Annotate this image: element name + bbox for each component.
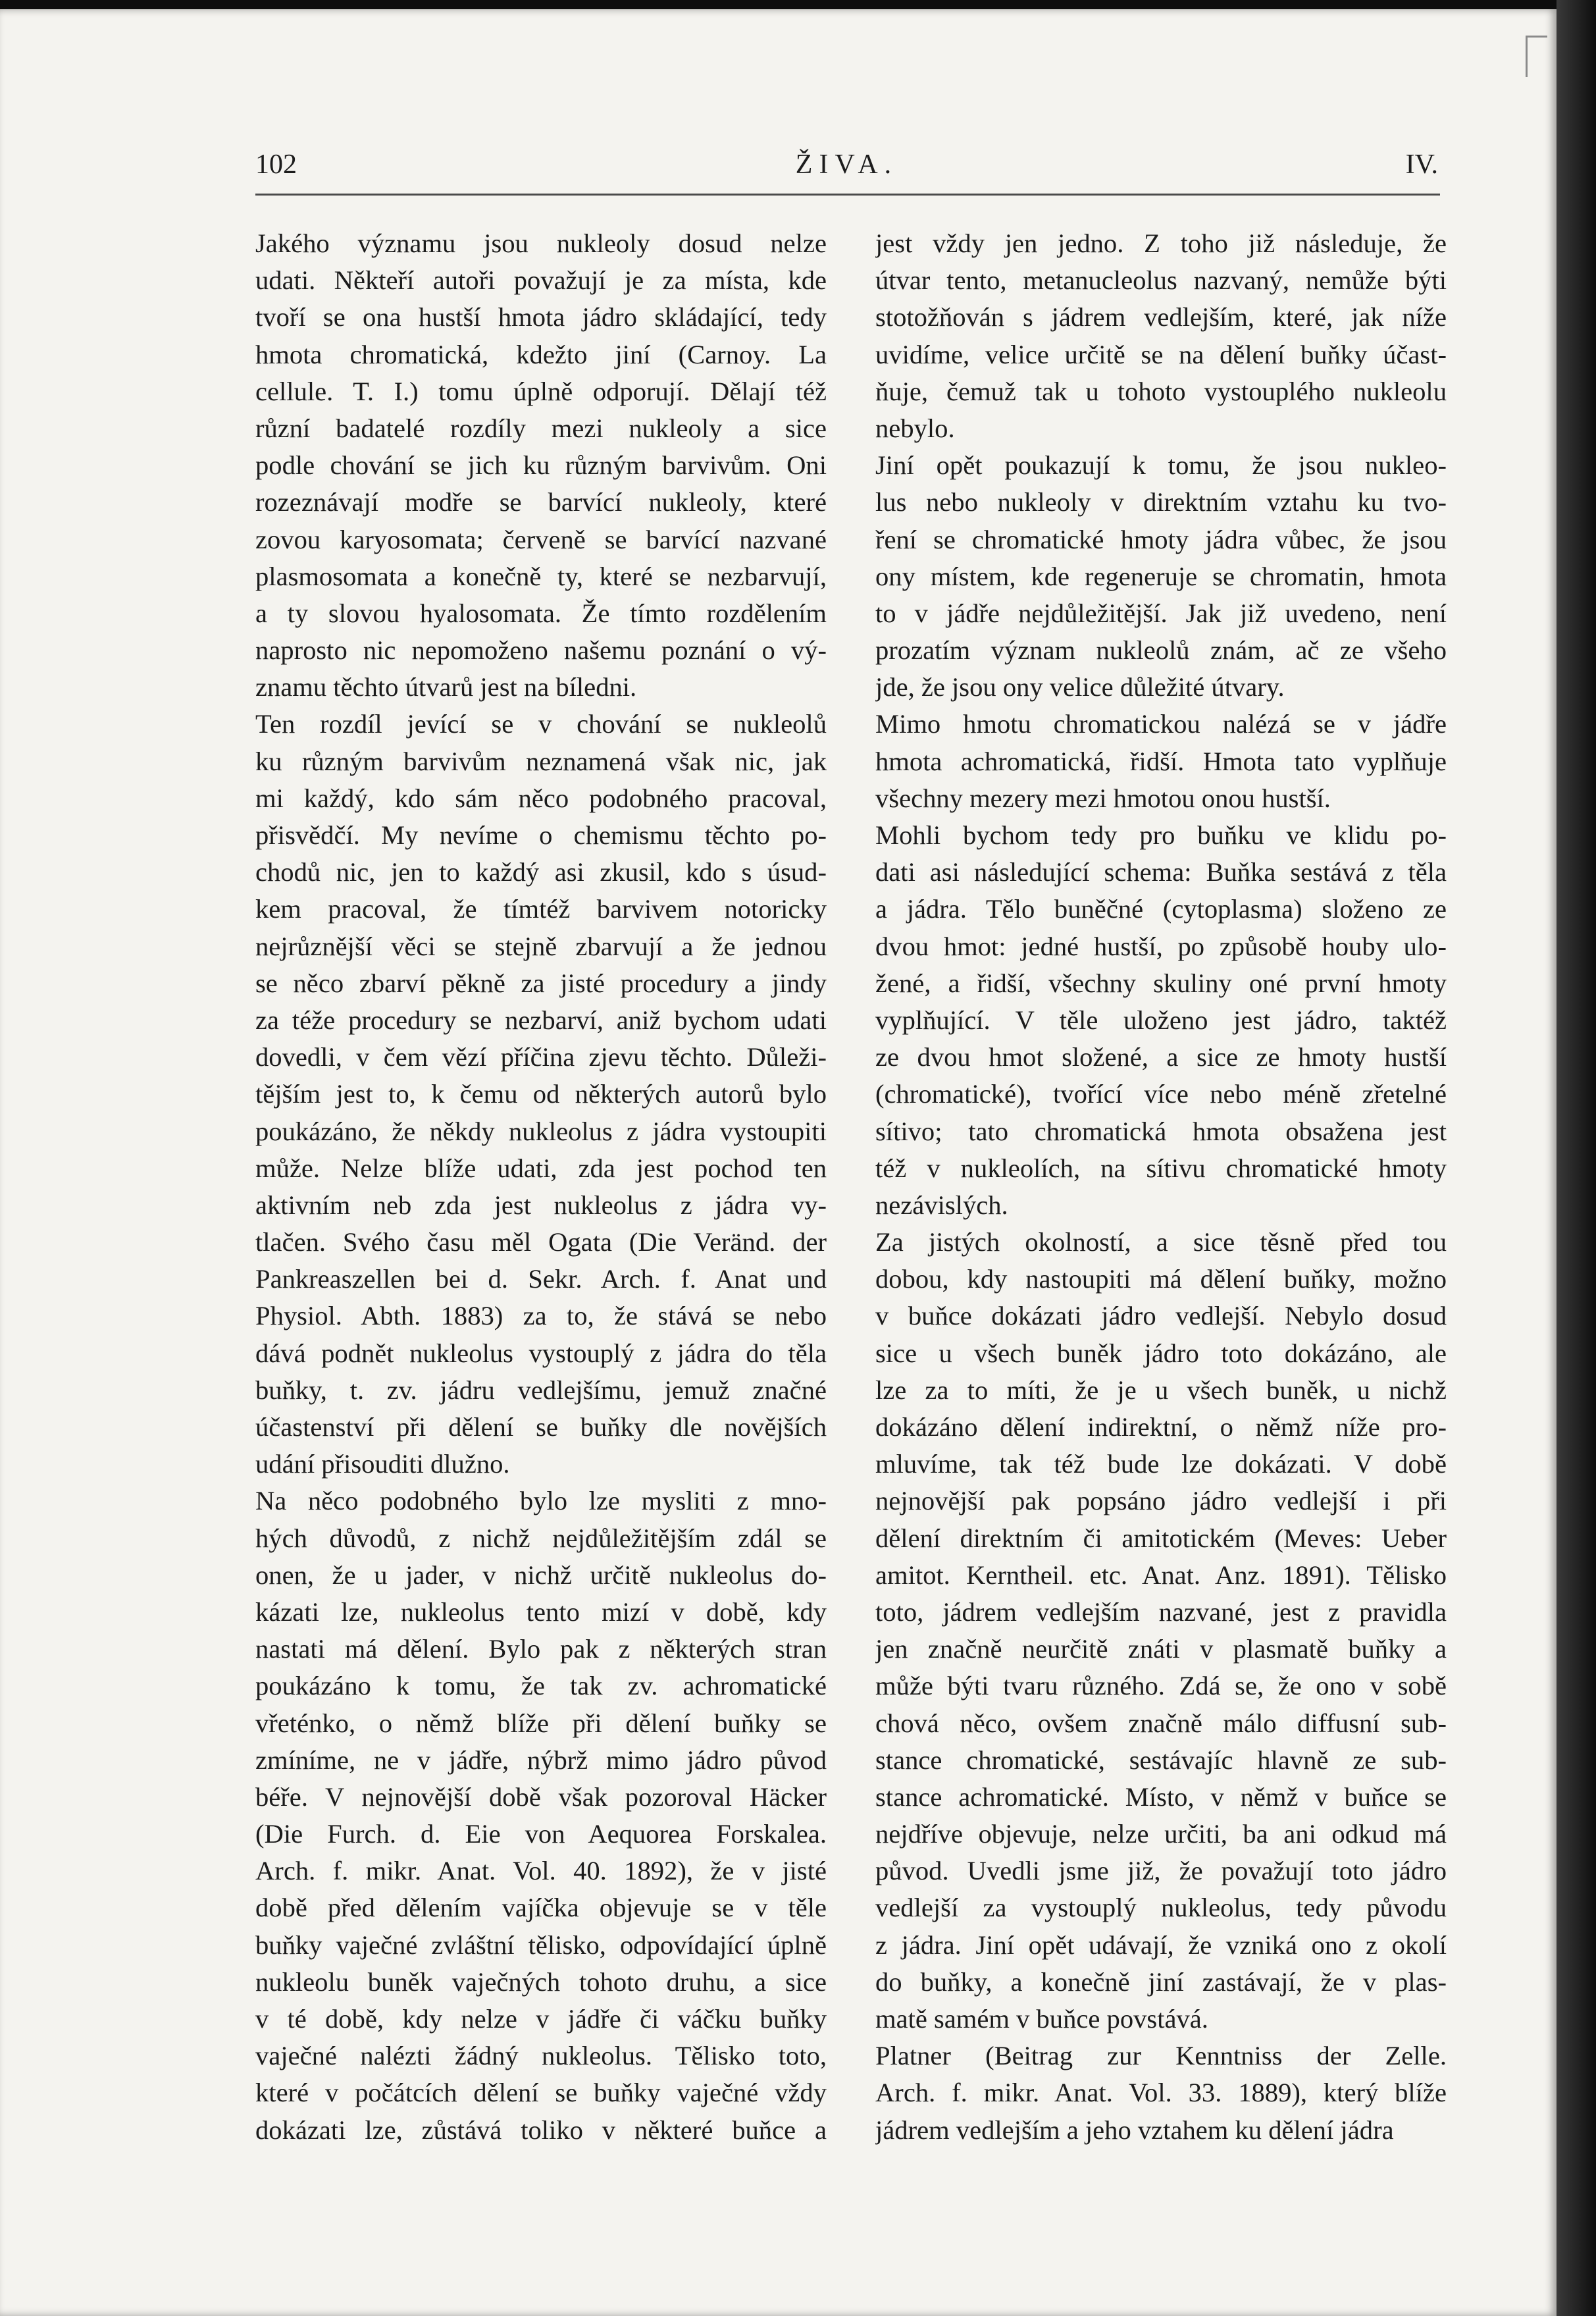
- text-line: a ty slovou hyalosomata. Že tímto rozdělením: [255, 598, 827, 628]
- text-line: zovou karyosomata; červeně se barvící nazvané: [255, 524, 827, 554]
- text-line: ze dvou hmot složené, a sice ze hmoty hustší: [875, 1042, 1447, 1072]
- text-line: též v nukleolích, na sítivu chromatické hmoty: [875, 1153, 1447, 1183]
- text-line: jde, že jsou ony velice důležité útvary.: [875, 672, 1285, 702]
- text-line: dělení direktním či amitotickém (Meves: Ueber: [875, 1523, 1447, 1553]
- text-line: z jádra. Jiní opět udávají, že vzniká ono z okolí: [875, 1930, 1447, 1960]
- text-line: nejrůznější věci se stejně zbarvují a že jednou: [255, 931, 827, 961]
- text-line: sítivo; tato chromatická hmota obsažena jest: [875, 1116, 1447, 1146]
- text-line: ony místem, kde regeneruje se chromatin, hmota: [875, 561, 1447, 591]
- text-line: aktivním neb zda jest nukleolus z jádra vy-: [255, 1190, 827, 1220]
- text-line: stotožňován s jádrem vedlejším, které, jak níže: [875, 302, 1447, 332]
- text-line: udání přisouditi dlužno.: [255, 1449, 510, 1479]
- text-line: béře. V nejnovější době však pozoroval Häcker: [255, 1781, 827, 1812]
- text-line: kem pracoval, že tímtéž barvivem notoricky: [255, 894, 827, 924]
- scan-border-top: [0, 0, 1596, 9]
- running-header: [255, 149, 1438, 188]
- text-line: toto, jádrem vedlejším nazvané, jest z pravidla: [875, 1596, 1447, 1627]
- text-line: v té době, kdy nelze v jádře či váčku buňky: [255, 2004, 827, 2034]
- text-line: jen značně neurčitě znáti v plasmatě buňky a: [875, 1634, 1447, 1664]
- text-line: Platner (Beitrag zur Kenntniss der Zelle.: [875, 2041, 1447, 2071]
- text-line: hmota chromatická, kdežto jiní (Carnoy. La: [255, 339, 827, 369]
- text-line: všechny mezery mezi hmotou onou hustší.: [875, 783, 1331, 813]
- text-line: dobou, kdy nastoupiti má dělení buňky, možno: [875, 1264, 1447, 1294]
- text-line: stance achromatické. Místo, v němž v buňce se: [875, 1781, 1447, 1812]
- text-line: nezávislých.: [875, 1190, 1008, 1220]
- text-line: Na něco podobného bylo lze mysliti z mno-: [255, 1486, 827, 1516]
- text-line: Jiní opět poukazují k tomu, že jsou nukleo-: [875, 450, 1447, 481]
- text-line: tvoří se ona hustší hmota jádro skládající, tedy: [255, 302, 827, 332]
- text-line: zmíníme, ne v jádře, nýbrž mimo jádro původ: [255, 1745, 827, 1775]
- text-line: nebylo.: [875, 413, 955, 443]
- text-line: které v počátcích dělení se buňky vaječné vždy: [255, 2078, 827, 2108]
- text-line: prozatím význam nukleolů znám, ač ze všeho: [875, 635, 1447, 666]
- text-line: Pankreaszellen bei d. Sekr. Arch. f. Anat und: [255, 1264, 827, 1294]
- text-line: dokázati lze, zůstává toliko v některé buňce a: [255, 2115, 827, 2145]
- text-line: nejnovější pak popsáno jádro vedlejší i při: [875, 1486, 1447, 1516]
- text-line: v buňce dokázati jádro vedlejší. Nebylo dosud: [875, 1301, 1447, 1331]
- text-line: stance chromatické, sestávajíc hlavně ze sub-: [875, 1745, 1447, 1775]
- text-line: době před dělením vajíčka objevuje se v těle: [255, 1893, 827, 1923]
- text-line: vyplňující. V těle uloženo jest jádro, taktéž: [875, 1005, 1447, 1035]
- text-line: různí badatelé rozdíly mezi nukleoly a sice: [255, 413, 827, 443]
- page-number: 102: [255, 149, 297, 180]
- text-line: jádrem vedlejším a jeho vztahem ku dělení jádra: [875, 2115, 1394, 2145]
- text-line: původ. Uvedli jsme již, že považují toto jádro: [875, 1856, 1447, 1886]
- text-line: naprosto nic nepomoženo našemu poznání o vý-: [255, 635, 827, 666]
- text-line: mi každý, kdo sám něco podobného pracoval,: [255, 783, 827, 813]
- text-line: Arch. f. mikr. Anat. Vol. 40. 1892), že v jisté: [255, 1856, 827, 1886]
- text-line: tějším jest to, k čemu od některých autorů bylo: [255, 1079, 827, 1109]
- volume-number: IV.: [1405, 149, 1438, 180]
- text-line: Mimo hmotu chromatickou nalézá se v jádře: [875, 709, 1447, 739]
- text-line: sice u všech buněk jádro toto dokázáno, ale: [875, 1338, 1447, 1368]
- text-line: chová něco, ovšem značně málo diffusní sub-: [875, 1708, 1447, 1738]
- text-line: poukázáno, že někdy nukleolus z jádra vystoupiti: [255, 1116, 827, 1146]
- text-line: se něco zbarví pěkně za jisté procedury a jindy: [255, 968, 827, 998]
- text-line: Mohli bychom tedy pro buňku ve klidu po-: [875, 820, 1447, 850]
- text-line: žené, a řidší, všechny skuliny oné první hmoty: [875, 968, 1447, 998]
- text-line: amitot. Kerntheil. etc. Anat. Anz. 1891). Tělisko: [875, 1560, 1447, 1590]
- text-line: vedlejší za vystouplý nukleolus, tedy původu: [875, 1893, 1447, 1923]
- text-line: cellule. T. I.) tomu úplně odporují. Dělají též: [255, 376, 827, 406]
- text-line: dati asi následující schema: Buňka sestává z těla: [875, 857, 1447, 887]
- text-line: mluvíme, tak též bude lze dokázati. V době: [875, 1449, 1447, 1479]
- text-line: nastati má dělení. Bylo pak z některých stran: [255, 1634, 827, 1664]
- text-line: Ten rozdíl jevící se v chování se nukleolů: [255, 709, 827, 739]
- text-line: vaječné nalézti žádný nukleolus. Tělisko toto,: [255, 2041, 827, 2071]
- text-line: Physiol. Abth. 1883) za to, že stává se nebo: [255, 1301, 827, 1331]
- text-line: může býti tvaru různého. Zdá se, že ono v sobě: [875, 1671, 1447, 1701]
- text-line: lze za to míti, že je u všech buněk, u nichž: [875, 1375, 1447, 1405]
- text-line: nukleolu buněk vaječných tohoto druhu, a sice: [255, 1966, 827, 1997]
- text-line: účastenství při dělení se buňky dle novějších: [255, 1412, 827, 1442]
- text-line: lus nebo nukleoly v direktním vztahu ku tvo-: [875, 487, 1447, 517]
- text-line: a jádra. Tělo buněčné (cytoplasma) složeno ze: [875, 894, 1447, 924]
- text-line: ku různým barvivům neznamená však nic, jak: [255, 746, 827, 776]
- text-line: znamu těchto útvarů jest na bíledni.: [255, 672, 637, 702]
- text-line: hých důvodů, z nichž nejdůležitějším zdál se: [255, 1523, 827, 1553]
- text-line: Arch. f. mikr. Anat. Vol. 33. 1889), který blíže: [875, 2078, 1447, 2108]
- left-text-column: [255, 225, 827, 2149]
- text-line: plasmosomata a konečně ty, které se nezbarvují,: [255, 561, 827, 591]
- text-line: Jakého významu jsou nukleoly dosud nelze: [255, 228, 827, 258]
- text-line: podle chování se jich ku různým barvivům. Oni: [255, 450, 827, 481]
- text-line: hmota achromatická, řidší. Hmota tato vyplňuje: [875, 746, 1447, 776]
- scan-border-right: [1557, 0, 1596, 2316]
- text-line: tlačen. Svého času měl Ogata (Die Veränd. der: [255, 1227, 827, 1257]
- text-line: (chromatické), tvořící více nebo méně zřetelné: [875, 1079, 1447, 1109]
- text-line: buňky vaječné zvláštní tělisko, odpovídající úplně: [255, 1930, 827, 1960]
- text-line: rozeznávají modře se barvící nukleoly, které: [255, 487, 827, 517]
- text-line: za téže procedury se nezbarví, aniž bychom udati: [255, 1005, 827, 1035]
- text-line: jest vždy jen jedno. Z toho již následuje, že: [875, 228, 1447, 258]
- text-line: buňky, t. zv. jádru vedlejšímu, jemuž značné: [255, 1375, 827, 1405]
- right-text-column: [875, 225, 1447, 2149]
- text-line: ňuje, čemuž tak u tohoto vystouplého nukleolu: [875, 376, 1447, 406]
- text-line: poukázáno k tomu, že tak zv. achromatické: [255, 1671, 827, 1701]
- text-line: kázati lze, nukleolus tento mizí v době, kdy: [255, 1596, 827, 1627]
- text-line: uvidíme, velice určitě se na dělení buňky účast-: [875, 339, 1447, 369]
- text-line: chodů nic, jen to každý asi zkusil, kdo s úsud-: [255, 857, 827, 887]
- scan-corner-mark: [1526, 36, 1547, 77]
- text-line: dává podnět nukleolus vystouplý z jádra do těla: [255, 1338, 827, 1368]
- text-line: nejdříve objevuje, nelze určiti, ba ani odkud má: [875, 1819, 1447, 1849]
- text-line: matě samém v buňce povstává.: [875, 2004, 1208, 2034]
- journal-title: ŽIVA.: [795, 149, 898, 180]
- text-line: vřeténko, o němž blíže při dělení buňky se: [255, 1708, 827, 1738]
- text-line: dovedli, v čem vězí příčina zjevu těchto. Důleži-: [255, 1042, 827, 1072]
- text-line: udati. Někteří autoři považují je za místa, kde: [255, 265, 827, 296]
- text-line: (Die Furch. d. Eie von Aequorea Forskalea.: [255, 1819, 827, 1849]
- text-line: onen, že u jader, v nichž určitě nukleolus do-: [255, 1560, 827, 1590]
- text-line: dvou hmot: jedné hustší, po způsobě houby ulo-: [875, 931, 1447, 961]
- text-line: přisvědčí. My nevíme o chemismu těchto po-: [255, 820, 827, 850]
- text-line: dokázáno dělení indirektní, o němž níže pro-: [875, 1412, 1447, 1442]
- text-line: to v jádře nejdůležitější. Jak již uvedeno, není: [875, 598, 1447, 628]
- text-line: do buňky, a konečně jiní zastávají, že v plas-: [875, 1966, 1447, 1997]
- text-line: Za jistých okolností, a sice těsně před tou: [875, 1227, 1447, 1257]
- text-line: může. Nelze blíže udati, zda jest pochod ten: [255, 1153, 827, 1183]
- text-line: ření se chromatické hmoty jádra vůbec, že jsou: [875, 524, 1447, 554]
- text-line: útvar tento, metanucleolus nazvaný, nemůže býti: [875, 265, 1447, 296]
- header-rule: [255, 194, 1440, 196]
